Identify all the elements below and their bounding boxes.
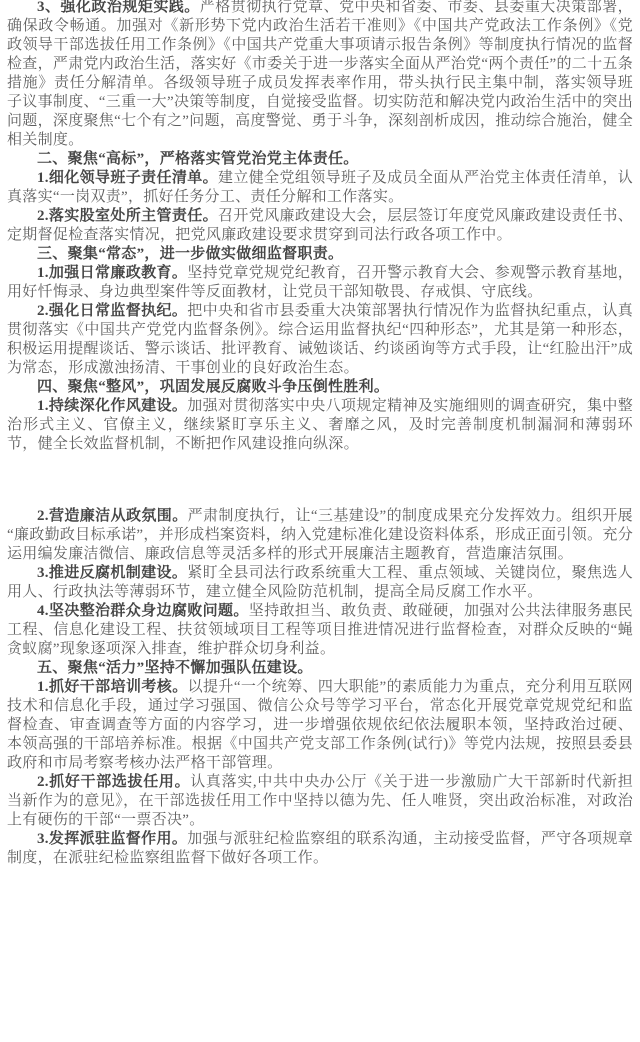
paragraph: 2.落实股室处所主管责任。召开党风廉政建设大会，层层签订年度党风廉政建设责任书、定期督促检查落实情况，把党风廉政建设要求贯穿到司法行政各项工作中。 bbox=[7, 208, 633, 243]
paragraph-lead: 1.细化领导班子责任清单。 bbox=[37, 170, 219, 186]
section-heading: 二、聚焦“高标”，严格落实管党治党主体责任。 bbox=[37, 151, 359, 167]
paragraph: 2.抓好干部选拔任用。认真落实,中共中央办公厅《关于进一步激励广大干部新时代新担当新作为的意见》，在干部选拔任用工作中坚持以德为先、任人唯贤，突出政治标准，对政治上有硬伤的干部“一票否决”。 bbox=[7, 774, 633, 828]
paragraph-lead: 3、强化政治规矩实践。 bbox=[37, 0, 200, 15]
paragraph: 1.持续深化作风建设。加强对贯彻落实中央八项规定精神及实施细则的调查研究，集中整治形式主义、官僚主义，继续紧盯享乐主义、奢靡之风，及时完善制度机制漏洞和薄弱环节，健全长效监督机制，不断把作风建设推向纵深。 bbox=[7, 398, 633, 452]
paragraph-lead: 1.抓好干部培训考核。 bbox=[37, 679, 188, 695]
paragraph-lead: 3.发挥派驻监督作用。 bbox=[37, 831, 188, 847]
paragraph: 2.营造廉洁从政氛围。严肃制度执行，让“三基建设”的制度成果充分发挥效力。组织开展“廉政勤政目标承诺”，并形成档案资料，纳入党建标准化建设资料体系，形成正面引领。充分运用编发廉洁微信、廉政信息等灵活多样的形式开展廉洁主题教育，营造廉洁氛围。 bbox=[7, 508, 633, 562]
section-gap bbox=[7, 454, 633, 507]
paragraph-lead: 2.落实股室处所主管责任。 bbox=[37, 208, 219, 224]
paragraph: 4.坚决整治群众身边腐败问题。坚持敢担当、敢负责、敢碰硬，加强对公共法律服务惠民工程、信息化建设工程、扶贫领域项目工程等项目推进情况进行监督检查，对群众反映的“蝇贪蚁腐”现象逐项深入排查，维护群众切身利益。 bbox=[7, 603, 633, 657]
section-heading: 五、聚焦“活力”坚持不懈加强队伍建设。 bbox=[37, 660, 313, 676]
paragraph-lead: 2.强化日常监督执纪。 bbox=[37, 303, 188, 319]
document-body bbox=[7, 0, 633, 868]
paragraph-lead: 2.营造廉洁从政氛围。 bbox=[37, 508, 188, 524]
section-heading: 四、聚焦“整风”，巩固发展反腐败斗争压倒性胜利。 bbox=[37, 379, 390, 395]
paragraph: 2.强化日常监督执纪。把中央和省市县委重大决策部署执行情况作为监督执纪重点，认真贯彻落实《中国共产党党内监督条例》。综合运用监督执纪“四种形态”，尤其是第一种形态，积极运用提醒谈话、警示谈话、批评教育、诫勉谈话、约谈函询等方式手段，让“红脸出汗”成为常态，形成激浊扬清、干事创业的良好政治生态。 bbox=[7, 303, 633, 376]
paragraph: 1.抓好干部培训考核。以提升“一个统筹、四大职能”的素质能力为重点，充分利用互联网技术和信息化手段，通过学习强国、微信公众号等学习平台，常态化开展党章党规党纪和监督检查、审查调查等方面的内容学习，进一步增强依规依纪依法履职本领，坚持政治过硬、本领高强的干部培养标准。根据《中国共产党支部工作条例(试行)》等党内法规，按照县委县政府和市局考察考核办法严格干部管理。 bbox=[7, 679, 633, 771]
paragraph: 1.细化领导班子责任清单。建立健全党组领导班子及成员全面从严治党主体责任清单，认真落实“一岗双责”，抓好任务分工、责任分解和工作落实。 bbox=[7, 170, 633, 205]
section-heading: 三、聚集“常态”，进一步做实做细监督职责。 bbox=[37, 246, 344, 262]
paragraph: 3.发挥派驻监督作用。加强与派驻纪检监察组的联系沟通，主动接受监督，严守各项规章制度，在派驻纪检监察组监督下做好各项工作。 bbox=[7, 831, 633, 866]
paragraph: 1.加强日常廉政教育。坚持党章党规党纪教育，召开警示教育大会、参观警示教育基地，用好忏悔录、身边典型案件等反面教材，让党员干部知敬畏、存戒惧、守底线。 bbox=[7, 265, 633, 300]
paragraph-lead: 3.推进反腐机制建设。 bbox=[37, 565, 188, 581]
paragraph-lead: 4.坚决整治群众身边腐败问题。 bbox=[37, 603, 249, 619]
paragraph: 3.推进反腐机制建设。紧盯全县司法行政系统重大工程、重点领域、关键岗位，聚焦选人用人、行政执法等薄弱环节，建立健全风险防范机制，提高全局反腐工作水平。 bbox=[7, 565, 633, 600]
paragraph: 3、强化政治规矩实践。严格贯彻执行党章、党中央和省委、市委、县委重大决策部署，确保政令畅通。加强对《新形势下党内政治生活若干准则》《中国共产党政法工作条例》《党政领导干部选拔任用工作条例》《中国共产党重大事项请示报告条例》等制度执行情况的监督检查，严肃党内政治生活，落实好《市委关于进一步落实全面从严治党“两个责任”的二十五条措施》责任分解清单。各级领导班子成员发挥表率作用，带头执行民主集中制，落实领导班子议事制度、“三重一大”决策等制度，自觉接受监督。切实防范和解决党内政治生活中的突出问题，深度聚焦“七个有之”问题，高度警觉、勇于斗争，深刻剖析成因，推动综合施治，健全相关制度。 bbox=[7, 0, 633, 148]
paragraph-lead: 1.持续深化作风建设。 bbox=[37, 398, 188, 414]
paragraph-lead: 2.抓好干部选拔任用。 bbox=[37, 774, 191, 790]
paragraph-lead: 1.加强日常廉政教育。 bbox=[37, 265, 188, 281]
